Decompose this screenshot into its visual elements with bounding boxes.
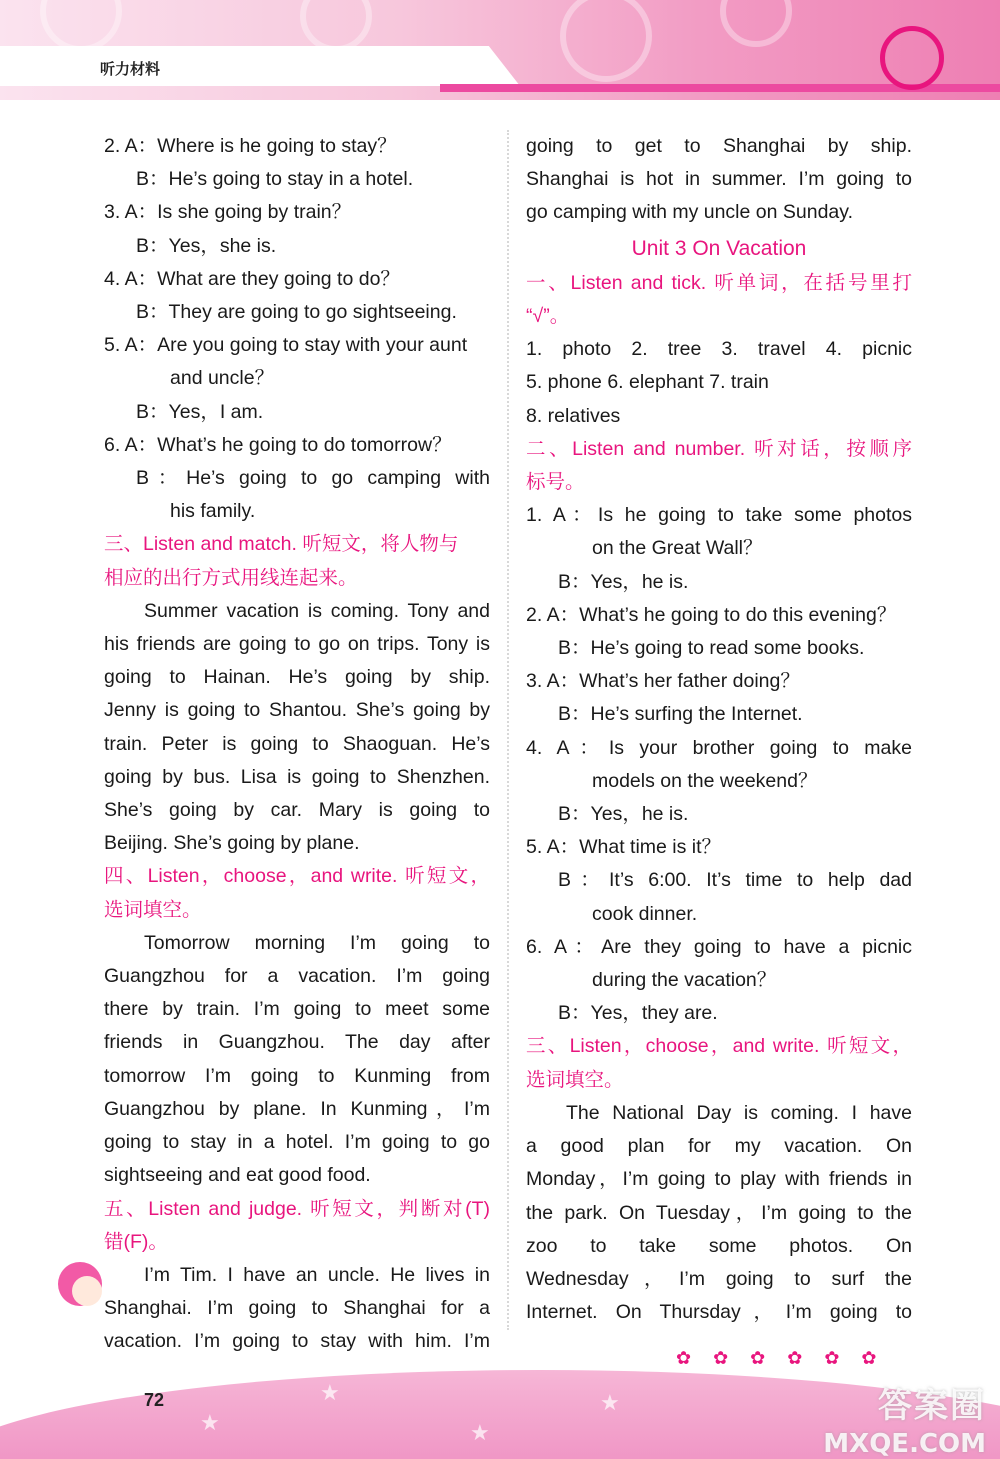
text-line: going by bus. Lisa is going to Shenzhen. xyxy=(104,765,490,788)
star-icon: ★ xyxy=(320,1380,340,1405)
text-line: 5. phone 6. elephant 7. train xyxy=(526,371,769,394)
text-line: 6. A：What’s he going to do tomorrow？ xyxy=(104,433,452,456)
section-heading: 二、Listen and number. 听对话，按顺序 xyxy=(526,437,912,460)
column-divider xyxy=(507,130,509,1330)
text-line: 4. A：What are they going to do？ xyxy=(104,267,400,290)
text-line: 5. A：Are you going to stay with your aunt xyxy=(104,334,468,357)
text-line: sightseeing and eat good food. xyxy=(104,1164,371,1187)
text-line: his family. xyxy=(170,500,256,523)
page-number: 72 xyxy=(144,1390,165,1410)
text-line: the park. On Tuesday，I’m going to the xyxy=(526,1201,912,1224)
text-line: 3. A：Is she going by train？ xyxy=(104,201,352,224)
section-heading: 三、Listen and match. 听短文，将人物与 xyxy=(104,533,459,556)
watermark-url: MXQE.COM xyxy=(823,1429,986,1459)
text-line: a good plan for my vacation. On xyxy=(526,1135,912,1158)
section-title: 听力材料 xyxy=(100,60,161,78)
text-line: 2. A：Where is he going to stay？ xyxy=(104,135,397,157)
text-line: Tomorrow morning I’m going to xyxy=(144,931,490,954)
text-line: models on the weekend？ xyxy=(592,769,818,792)
text-line: 1. A：Is he going to take some photos xyxy=(526,504,912,527)
text-line: Shanghai. I’m going to Shanghai for a xyxy=(104,1297,490,1320)
section-heading: 三、Listen，choose，and write. 听短文， xyxy=(526,1035,912,1058)
right-column xyxy=(526,130,912,1329)
section-heading: 选词填空。 xyxy=(526,1068,624,1091)
text-line: Shanghai is hot in summer. I’m going to xyxy=(526,168,912,191)
section-heading: 五、Listen and judge. 听短文，判断对(T) xyxy=(104,1197,490,1220)
section-heading: 选词填空。 xyxy=(104,898,202,921)
text-line: B：Yes，he is. xyxy=(558,570,689,593)
star-icon: ★ xyxy=(470,1420,490,1445)
text-line: Beijing. She’s going by plane. xyxy=(104,832,360,855)
unit-title: Unit 3 On Vacation xyxy=(631,236,807,260)
text-line: B：Yes，they are. xyxy=(558,1002,718,1025)
text-line: B：He’s going to stay in a hotel. xyxy=(136,168,414,191)
text-line: cook dinner. xyxy=(592,902,698,925)
section-heading: “√”。 xyxy=(526,305,570,328)
text-line: go camping with my uncle on Sunday. xyxy=(526,201,853,224)
text-line: friends in Guangzhou. The day after xyxy=(104,1031,490,1054)
text-line: She’s going by car. Mary is going to xyxy=(104,799,490,822)
text-line: Monday，I’m going to play with friends in xyxy=(526,1168,912,1191)
text-line: The National Day is coming. I have xyxy=(566,1101,912,1124)
text-line: 2. A：What’s he going to do this evening？ xyxy=(526,603,897,626)
text-line: train. Peter is going to Shaoguan. He’s xyxy=(104,732,490,755)
text-line: I’m Tim. I have an uncle. He lives in xyxy=(144,1263,490,1286)
decor-circle xyxy=(720,0,792,47)
section-heading: 一、Listen and tick. 听单词，在括号里打 xyxy=(526,271,912,294)
text-line: B：Yes，he is. xyxy=(558,803,689,826)
text-line: Jenny is going to Shantou. She’s going by xyxy=(104,699,490,722)
text-line: on the Great Wall？ xyxy=(592,537,763,560)
text-line: Guangzhou by plane. In Kunming，I’m xyxy=(104,1097,490,1120)
text-line: B：He’s going to read some books. xyxy=(558,637,865,660)
text-line: Internet. On Thursday，I’m going to xyxy=(526,1301,912,1324)
text-line: 4. A：Is your brother going to make xyxy=(526,736,912,759)
watermark xyxy=(823,1378,986,1459)
text-line: B：He’s going to go camping with xyxy=(136,467,490,490)
text-line: and uncle？ xyxy=(170,367,275,390)
star-icon: ★ xyxy=(200,1410,220,1435)
text-line: going to get to Shanghai by ship. xyxy=(526,135,912,157)
watermark-logo-text: 答案圈 xyxy=(878,1386,986,1426)
girl-face-illustration xyxy=(72,1276,102,1306)
text-line: his friends are going to go on trips. Tony is xyxy=(104,633,490,656)
text-line: Wednesday，I’m going to surf the xyxy=(526,1267,912,1290)
left-column xyxy=(104,130,490,1359)
text-line: tomorrow I’m going to Kunming from xyxy=(104,1064,490,1087)
text-line: 3. A：What’s her father doing？ xyxy=(526,670,800,693)
ring-icon xyxy=(880,26,944,90)
decor-circle xyxy=(560,0,652,82)
page-header xyxy=(0,0,1000,100)
text-line: 8. relatives xyxy=(526,404,621,427)
text-line: going to stay in a hotel. I’m going to go xyxy=(104,1131,490,1154)
text-line: zoo to take some photos. On xyxy=(526,1234,912,1257)
text-line: there by train. I’m going to meet some xyxy=(104,998,490,1021)
text-line: 1. photo 2. tree 3. travel 4. picnic xyxy=(526,338,912,361)
header-tab xyxy=(0,46,520,86)
text-line: during the vacation？ xyxy=(592,969,777,992)
text-line: 6. A：Are they going to have a picnic xyxy=(526,935,912,958)
star-icon: ★ xyxy=(600,1390,620,1415)
decor-circle xyxy=(300,0,372,52)
text-line: Summer vacation is coming. Tony and xyxy=(144,599,490,622)
text-line: B：He’s surfing the Internet. xyxy=(558,703,803,726)
section-heading: 四、Listen，choose，and write. 听短文， xyxy=(104,865,490,888)
text-line: B：Yes，she is. xyxy=(136,234,277,257)
text-line: B：Yes，I am. xyxy=(136,400,264,423)
section-heading: 标号。 xyxy=(526,471,585,494)
section-heading: 相应的出行方式用线连起来。 xyxy=(104,566,358,589)
text-line: 5. A：What time is it？ xyxy=(526,836,722,859)
text-line: Guangzhou for a vacation. I’m going xyxy=(104,965,490,988)
text-line: going to Hainan. He’s going by ship. xyxy=(104,666,490,689)
text-line: B：They are going to go sightseeing. xyxy=(136,301,457,324)
decor-circle xyxy=(40,0,122,52)
text-line: B：It’s 6:00. It’s time to help dad xyxy=(558,869,912,892)
flower-decoration: ✿✿✿✿✿✿ xyxy=(676,1348,899,1368)
text-line: vacation. I’m going to stay with him. I’m xyxy=(104,1330,490,1353)
section-heading: 错(F)。 xyxy=(104,1230,168,1253)
